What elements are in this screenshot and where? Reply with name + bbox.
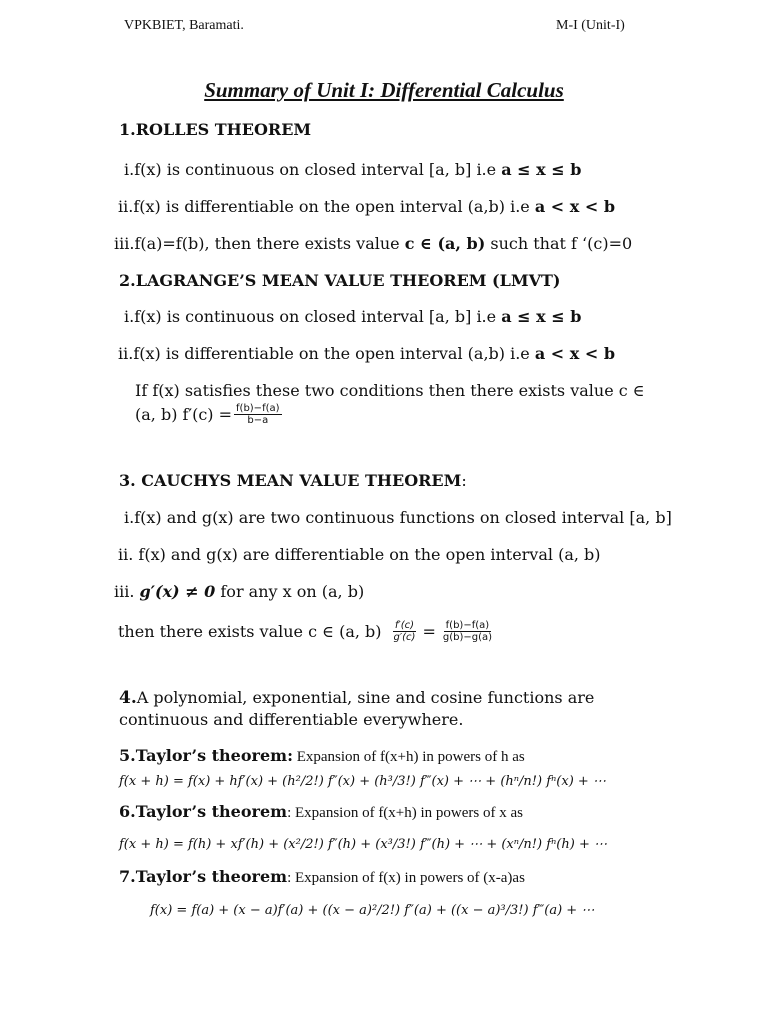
lmvt-condition-1-range: a ≤ x ≤ b	[501, 307, 582, 326]
cmvt-heading-text: 3. CAUCHYS MEAN VALUE THEOREM	[119, 471, 462, 490]
cmvt-condition-3-expr: g′(x) ≠ 0	[139, 582, 216, 601]
lmvt-heading: 2.LAGRANGE’S MEAN VALUE THEOREM (LMVT)	[119, 271, 561, 290]
cmvt-fraction-left-num: f′(c)	[394, 620, 415, 631]
cmvt-fraction-left	[392, 620, 418, 643]
note4-number: 4.	[119, 688, 137, 708]
taylor6-heading: 6.Taylor’s theorem	[119, 802, 288, 821]
lmvt-condition-2	[118, 344, 615, 363]
lmvt-formula-lhs: (a, b) f′(c) =	[135, 405, 233, 424]
page-title: Summary of Unit I: Differential Calculus	[204, 78, 564, 102]
note4-text-1: A polynomial, exponential, sine and cosine functions are	[136, 688, 595, 707]
taylor5-formula: f(x + h) = f(x) + hf′(x) + (h²/2!) f″(x) + (h³/3!) f‴(x) + ⋯ + (hⁿ/n!) fⁿ(x) + ⋯	[119, 774, 606, 789]
cmvt-conclusion	[118, 620, 496, 643]
note4-line-2: continuous and differentiable everywhere.	[119, 710, 464, 729]
taylor5-text: Expansion of f(x+h) in powers of h as	[292, 749, 525, 765]
lmvt-fraction	[234, 403, 282, 426]
taylor7-title	[119, 867, 525, 887]
taylor6-title	[119, 802, 523, 822]
rolle-condition-3	[114, 234, 632, 253]
taylor6-text: : Expansion of f(x+h) in powers of x as	[287, 805, 523, 821]
lmvt-fraction-denominator: b−a	[247, 415, 269, 426]
rolle-heading: 1.ROLLES THEOREM	[119, 120, 312, 139]
cmvt-conclusion-text: then there exists value c ∈ (a, b)	[118, 622, 382, 641]
cmvt-fraction-left-den: g′(c)	[393, 632, 416, 643]
taylor7-formula: f(x) = f(a) + (x − a)f′(a) + ((x − a)²/2!) f″(a) + ((x − a)³/3!) f‴(a) + ⋯	[150, 903, 595, 918]
lmvt-condition-1-text: i.f(x) is continuous on closed interval [a, b] i.e	[124, 307, 502, 326]
rolle-condition-1	[124, 160, 581, 179]
cmvt-fraction-right	[441, 620, 494, 643]
cmvt-heading-colon: :	[461, 471, 467, 490]
rolle-condition-1-text: i.f(x) is continuous on closed interval [a, b] i.e	[124, 160, 502, 179]
rolle-condition-2	[118, 197, 615, 216]
header-unit: M-I (Unit-I)	[556, 18, 625, 33]
rolle-condition-2-range: a < x < b	[534, 197, 616, 216]
lmvt-condition-2-text: ii.f(x) is differentiable on the open interval (a,b) i.e	[118, 344, 535, 363]
taylor5-heading: 5.Taylor’s theorem:	[119, 746, 293, 765]
lmvt-conclusion-formula	[135, 403, 284, 426]
cmvt-fraction-right-num: f(b)−f(a)	[445, 620, 490, 631]
cmvt-heading	[119, 471, 467, 490]
header-institute: VPKBIET, Baramati.	[124, 18, 244, 33]
note4-line-1	[119, 688, 594, 708]
cmvt-fraction-right-den: g(b)−g(a)	[442, 632, 492, 643]
taylor5-title	[119, 746, 525, 766]
lmvt-fraction-numerator: f(b)−f(a)	[236, 403, 280, 414]
cmvt-condition-3	[114, 582, 364, 601]
lmvt-condition-1	[124, 307, 581, 326]
cmvt-condition-3-prefix: iii.	[114, 582, 140, 601]
cmvt-condition-3-suffix: for any x on (a, b)	[215, 582, 365, 601]
cmvt-equals: =	[422, 622, 436, 641]
taylor7-heading: 7.Taylor’s theorem	[119, 867, 288, 886]
lmvt-condition-2-range: a < x < b	[534, 344, 616, 363]
rolle-condition-1-range: a ≤ x ≤ b	[501, 160, 582, 179]
rolle-condition-3-range: c ∈ (a, b)	[404, 234, 486, 253]
cmvt-condition-1: i.f(x) and g(x) are two continuous functions on closed interval [a, b]	[124, 508, 672, 527]
rolle-condition-3-conclusion: such that f ‘(c)=0	[485, 234, 633, 253]
cmvt-condition-2: ii. f(x) and g(x) are differentiable on the open interval (a, b)	[118, 545, 601, 564]
taylor6-formula: f(x + h) = f(h) + xf′(h) + (x²/2!) f″(h) + (x³/3!) f‴(h) + ⋯ + (xⁿ/n!) fⁿ(h) + ⋯	[119, 837, 607, 852]
rolle-condition-2-text: ii.f(x) is differentiable on the open interval (a,b) i.e	[118, 197, 535, 216]
lmvt-conclusion-line-1: If f(x) satisfies these two conditions then there exists value c ∈	[135, 381, 645, 400]
rolle-condition-3-text: iii.f(a)=f(b), then there exists value	[114, 234, 405, 253]
taylor7-text: : Expansion of f(x) in powers of (x-a)as	[287, 870, 525, 886]
